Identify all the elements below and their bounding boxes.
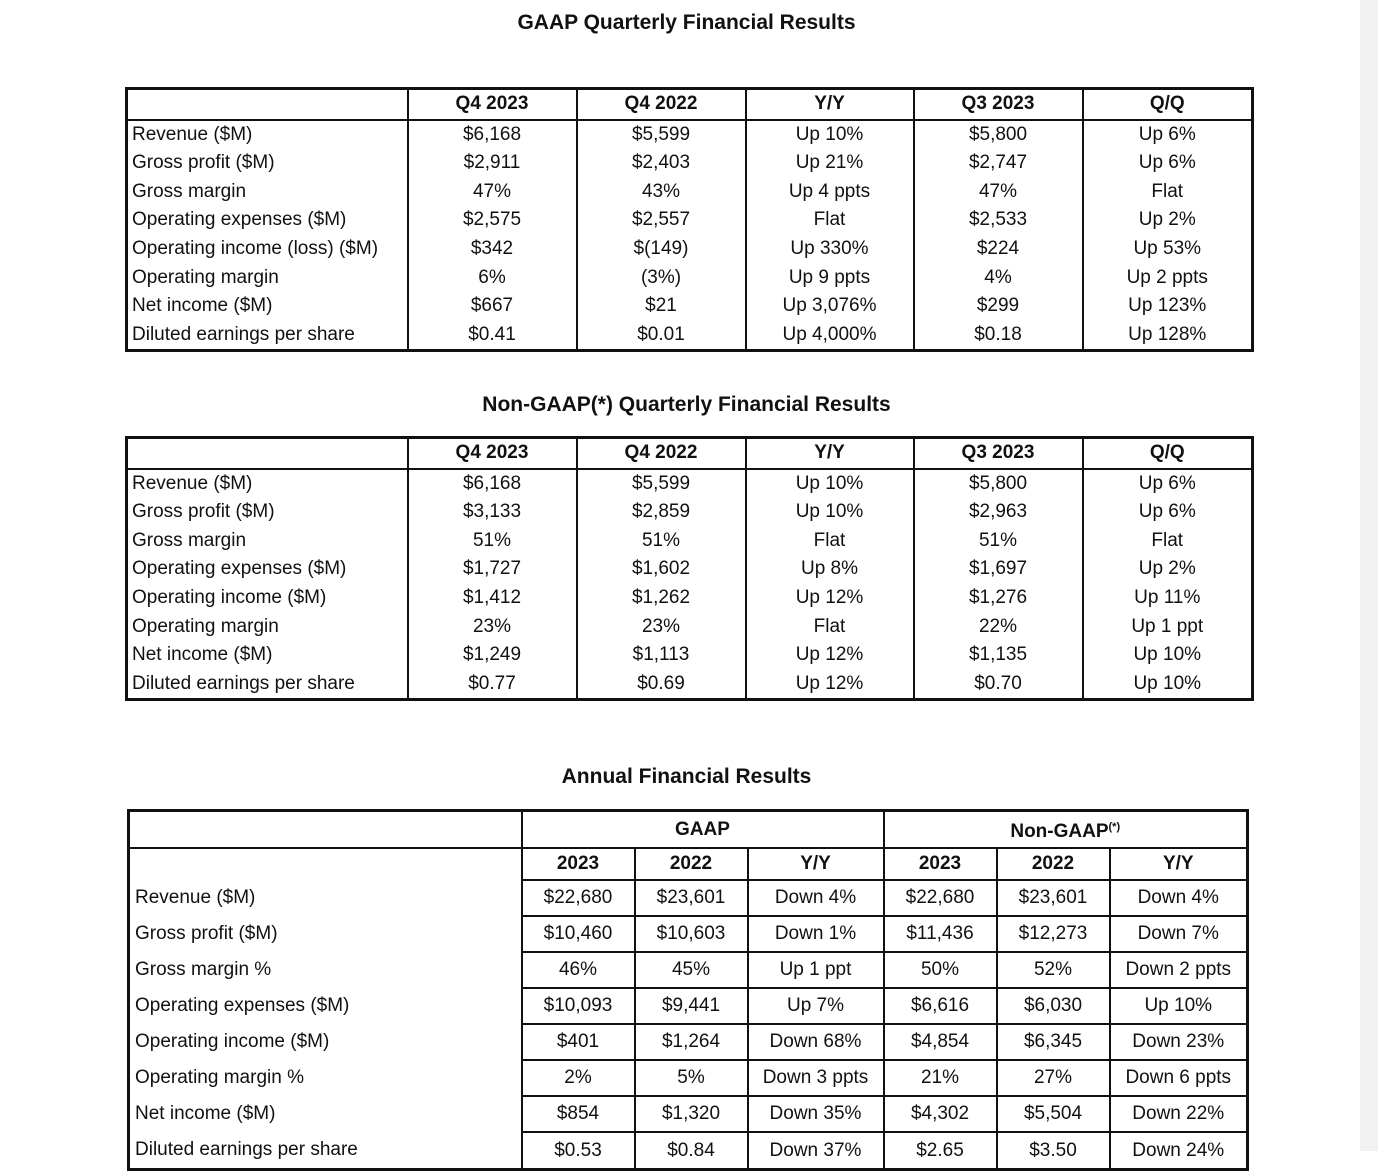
table-cell: $2,747: [914, 149, 1083, 178]
table-cell: Down 37%: [748, 1132, 884, 1170]
table-cell: 50%: [884, 952, 997, 988]
table-cell: Down 1%: [748, 916, 884, 952]
table-cell: $1,602: [577, 555, 746, 584]
table-cell: $11,436: [884, 916, 997, 952]
table-cell: $2,575: [408, 206, 577, 235]
table-cell: Up 7%: [748, 988, 884, 1024]
table-cell: $0.84: [635, 1132, 748, 1170]
table-cell: $2.65: [884, 1132, 997, 1170]
annual-group-gaap: GAAP: [522, 811, 884, 849]
row-label: Revenue ($M): [127, 120, 408, 150]
table-cell: Up 3,076%: [746, 292, 914, 321]
table-cell: $854: [522, 1096, 635, 1132]
table-cell: $22,680: [884, 880, 997, 916]
table-row: [127, 235, 1253, 264]
table-cell: Up 6%: [1083, 469, 1253, 499]
row-label: Net income ($M): [127, 292, 408, 321]
table-row: [127, 498, 1253, 527]
header-blank-cell: [127, 438, 408, 469]
table-cell: Up 4 ppts: [746, 178, 914, 207]
table-cell: $5,800: [914, 120, 1083, 150]
table-cell: Up 6%: [1083, 149, 1253, 178]
table-cell: 6%: [408, 264, 577, 293]
table-cell: Up 2 ppts: [1083, 264, 1253, 293]
table-cell: 51%: [408, 527, 577, 556]
table-row: [127, 641, 1253, 670]
column-header: Q/Q: [1083, 89, 1253, 120]
row-label: Diluted earnings per share: [127, 321, 408, 351]
table-cell: $5,599: [577, 469, 746, 499]
table-cell: Up 6%: [1083, 498, 1253, 527]
header-blank-cell: [127, 89, 408, 120]
table-cell: $5,504: [997, 1096, 1110, 1132]
table-cell: Up 10%: [746, 498, 914, 527]
table-cell: Up 2%: [1083, 555, 1253, 584]
table-cell: $667: [408, 292, 577, 321]
column-header: Y/Y: [1110, 848, 1248, 880]
annual-table: [127, 809, 1249, 1171]
column-header: Y/Y: [748, 848, 884, 880]
table-cell: $1,727: [408, 555, 577, 584]
table-cell: $0.01: [577, 321, 746, 351]
table-cell: $2,557: [577, 206, 746, 235]
table-cell: Down 35%: [748, 1096, 884, 1132]
column-header: 2022: [997, 848, 1110, 880]
row-label: Revenue ($M): [127, 469, 408, 499]
footnote-mark: (*): [1108, 821, 1121, 833]
table-cell: $5,599: [577, 120, 746, 150]
table-cell: (3%): [577, 264, 746, 293]
table-cell: Up 6%: [1083, 120, 1253, 150]
gaap-quarterly-title: GAAP Quarterly Financial Results: [517, 11, 856, 34]
annual-header-row: [129, 848, 1248, 880]
table-cell: $2,963: [914, 498, 1083, 527]
row-label: Gross profit ($M): [129, 916, 522, 952]
annual-blank-cell: [129, 811, 522, 849]
table-cell: Up 1 ppt: [1083, 613, 1253, 642]
row-label: Operating expenses ($M): [127, 555, 408, 584]
table-cell: 46%: [522, 952, 635, 988]
table-cell: Up 330%: [746, 235, 914, 264]
table-cell: Up 11%: [1083, 584, 1253, 613]
row-label: Gross profit ($M): [127, 149, 408, 178]
table-cell: Up 4,000%: [746, 321, 914, 351]
table-row: [127, 292, 1253, 321]
table-cell: 23%: [408, 613, 577, 642]
annual-group-row: [129, 811, 1248, 849]
table-cell: Down 24%: [1110, 1132, 1248, 1170]
table-cell: $3.50: [997, 1132, 1110, 1170]
table-cell: 22%: [914, 613, 1083, 642]
nongaap-quarterly-table: [125, 436, 1254, 701]
row-label: Operating income ($M): [129, 1024, 522, 1060]
table-cell: Up 12%: [746, 584, 914, 613]
annual-group-nongaap-label: Non-GAAP: [1010, 821, 1109, 842]
table-cell: 4%: [914, 264, 1083, 293]
table-cell: 5%: [635, 1060, 748, 1096]
table-cell: $224: [914, 235, 1083, 264]
column-header: Q4 2022: [577, 89, 746, 120]
column-header: Q4 2023: [408, 438, 577, 469]
gaap-quarterly-table: [125, 87, 1254, 352]
table-cell: 23%: [577, 613, 746, 642]
table-cell: Up 21%: [746, 149, 914, 178]
table-row: [127, 149, 1253, 178]
table-cell: $0.77: [408, 670, 577, 700]
table-cell: Flat: [1083, 527, 1253, 556]
row-label: Operating margin: [127, 613, 408, 642]
row-label: Operating expenses ($M): [129, 988, 522, 1024]
table-cell: Up 10%: [1083, 670, 1253, 700]
table-cell: $2,403: [577, 149, 746, 178]
table-cell: Up 10%: [746, 469, 914, 499]
annual-group-nongaap: [884, 811, 1248, 849]
table-row: [127, 555, 1253, 584]
table-cell: $23,601: [635, 880, 748, 916]
row-label: Diluted earnings per share: [129, 1132, 522, 1170]
column-header: Y/Y: [746, 89, 914, 120]
column-header: Y/Y: [746, 438, 914, 469]
table-cell: $0.70: [914, 670, 1083, 700]
table-cell: $1,113: [577, 641, 746, 670]
table-cell: $1,249: [408, 641, 577, 670]
header-blank-cell: [129, 848, 522, 880]
row-label: Net income ($M): [129, 1096, 522, 1132]
table-cell: 47%: [408, 178, 577, 207]
column-header: Q4 2022: [577, 438, 746, 469]
table-row: [129, 952, 1248, 988]
row-label: Gross margin: [127, 178, 408, 207]
table-cell: $12,273: [997, 916, 1110, 952]
table-cell: $2,859: [577, 498, 746, 527]
table-cell: Down 68%: [748, 1024, 884, 1060]
table-row: [127, 178, 1253, 207]
column-header: Q3 2023: [914, 89, 1083, 120]
table-cell: $(149): [577, 235, 746, 264]
table-cell: Up 2%: [1083, 206, 1253, 235]
row-label: Gross margin: [127, 527, 408, 556]
table-row: [129, 880, 1248, 916]
table-cell: $10,093: [522, 988, 635, 1024]
table-row: [129, 1024, 1248, 1060]
table-cell: $2,911: [408, 149, 577, 178]
table-cell: $2,533: [914, 206, 1083, 235]
table-cell: Up 12%: [746, 641, 914, 670]
table-cell: 45%: [635, 952, 748, 988]
table-row: [127, 670, 1253, 700]
table-cell: $10,603: [635, 916, 748, 952]
table-cell: $1,264: [635, 1024, 748, 1060]
table-row: [127, 264, 1253, 293]
table-cell: Up 10%: [1110, 988, 1248, 1024]
table-cell: 2%: [522, 1060, 635, 1096]
table-cell: Down 4%: [748, 880, 884, 916]
table-row: [127, 321, 1253, 351]
row-label: Net income ($M): [127, 641, 408, 670]
annual-title: Annual Financial Results: [561, 765, 812, 788]
column-header: 2023: [884, 848, 997, 880]
table-cell: 51%: [914, 527, 1083, 556]
table-cell: $1,697: [914, 555, 1083, 584]
table-cell: $6,345: [997, 1024, 1110, 1060]
table-cell: 51%: [577, 527, 746, 556]
table-cell: Up 8%: [746, 555, 914, 584]
table-cell: $0.69: [577, 670, 746, 700]
row-label: Diluted earnings per share: [127, 670, 408, 700]
table-cell: Up 10%: [746, 120, 914, 150]
table-cell: $1,412: [408, 584, 577, 613]
table-cell: Down 6 ppts: [1110, 1060, 1248, 1096]
table-cell: Down 3 ppts: [748, 1060, 884, 1096]
table-cell: $23,601: [997, 880, 1110, 916]
table-cell: Down 7%: [1110, 916, 1248, 952]
table-cell: $1,320: [635, 1096, 748, 1132]
row-label: Gross profit ($M): [127, 498, 408, 527]
row-label: Operating margin %: [129, 1060, 522, 1096]
table-row: [127, 527, 1253, 556]
table-cell: $6,168: [408, 469, 577, 499]
table-cell: Down 22%: [1110, 1096, 1248, 1132]
table-cell: $3,133: [408, 498, 577, 527]
table-cell: $0.41: [408, 321, 577, 351]
table-row: [129, 1096, 1248, 1132]
table-cell: Down 23%: [1110, 1024, 1248, 1060]
table-cell: $22,680: [522, 880, 635, 916]
table-cell: Flat: [746, 613, 914, 642]
table-cell: $342: [408, 235, 577, 264]
table-cell: 47%: [914, 178, 1083, 207]
table-cell: $0.53: [522, 1132, 635, 1170]
table-cell: 27%: [997, 1060, 1110, 1096]
row-label: Operating expenses ($M): [127, 206, 408, 235]
table-row: [127, 469, 1253, 499]
table-cell: $1,262: [577, 584, 746, 613]
table-row: [129, 1060, 1248, 1096]
row-label: Revenue ($M): [129, 880, 522, 916]
table-cell: Flat: [746, 527, 914, 556]
table-cell: 21%: [884, 1060, 997, 1096]
table-cell: $4,854: [884, 1024, 997, 1060]
row-label: Gross margin %: [129, 952, 522, 988]
header-row: [127, 89, 1253, 120]
table-cell: $9,441: [635, 988, 748, 1024]
row-label: Operating margin: [127, 264, 408, 293]
column-header: 2022: [635, 848, 748, 880]
row-label: Operating income ($M): [127, 584, 408, 613]
table-cell: Up 9 ppts: [746, 264, 914, 293]
scrollbar-track[interactable]: [1360, 0, 1378, 1151]
table-cell: 43%: [577, 178, 746, 207]
table-row: [127, 206, 1253, 235]
table-cell: $401: [522, 1024, 635, 1060]
table-cell: $4,302: [884, 1096, 997, 1132]
table-cell: $299: [914, 292, 1083, 321]
header-row: [127, 438, 1253, 469]
column-header: Q/Q: [1083, 438, 1253, 469]
table-cell: $1,135: [914, 641, 1083, 670]
table-cell: Up 10%: [1083, 641, 1253, 670]
table-cell: $6,616: [884, 988, 997, 1024]
table-cell: $21: [577, 292, 746, 321]
nongaap-quarterly-title: Non-GAAP(*) Quarterly Financial Results: [482, 393, 891, 416]
table-cell: $5,800: [914, 469, 1083, 499]
table-cell: Flat: [746, 206, 914, 235]
table-cell: Up 123%: [1083, 292, 1253, 321]
table-cell: $1,276: [914, 584, 1083, 613]
table-cell: $6,168: [408, 120, 577, 150]
table-row: [127, 584, 1253, 613]
table-cell: Up 128%: [1083, 321, 1253, 351]
table-cell: $10,460: [522, 916, 635, 952]
column-header: Q4 2023: [408, 89, 577, 120]
row-label: Operating income (loss) ($M): [127, 235, 408, 264]
table-cell: Down 4%: [1110, 880, 1248, 916]
column-header: 2023: [522, 848, 635, 880]
table-row: [129, 988, 1248, 1024]
table-cell: $0.18: [914, 321, 1083, 351]
table-cell: Flat: [1083, 178, 1253, 207]
table-cell: 52%: [997, 952, 1110, 988]
column-header: Q3 2023: [914, 438, 1083, 469]
table-cell: Up 1 ppt: [748, 952, 884, 988]
table-cell: Down 2 ppts: [1110, 952, 1248, 988]
table-row: [127, 613, 1253, 642]
table-row: [129, 916, 1248, 952]
table-cell: Up 12%: [746, 670, 914, 700]
table-cell: Up 53%: [1083, 235, 1253, 264]
table-row: [127, 120, 1253, 150]
table-cell: $6,030: [997, 988, 1110, 1024]
